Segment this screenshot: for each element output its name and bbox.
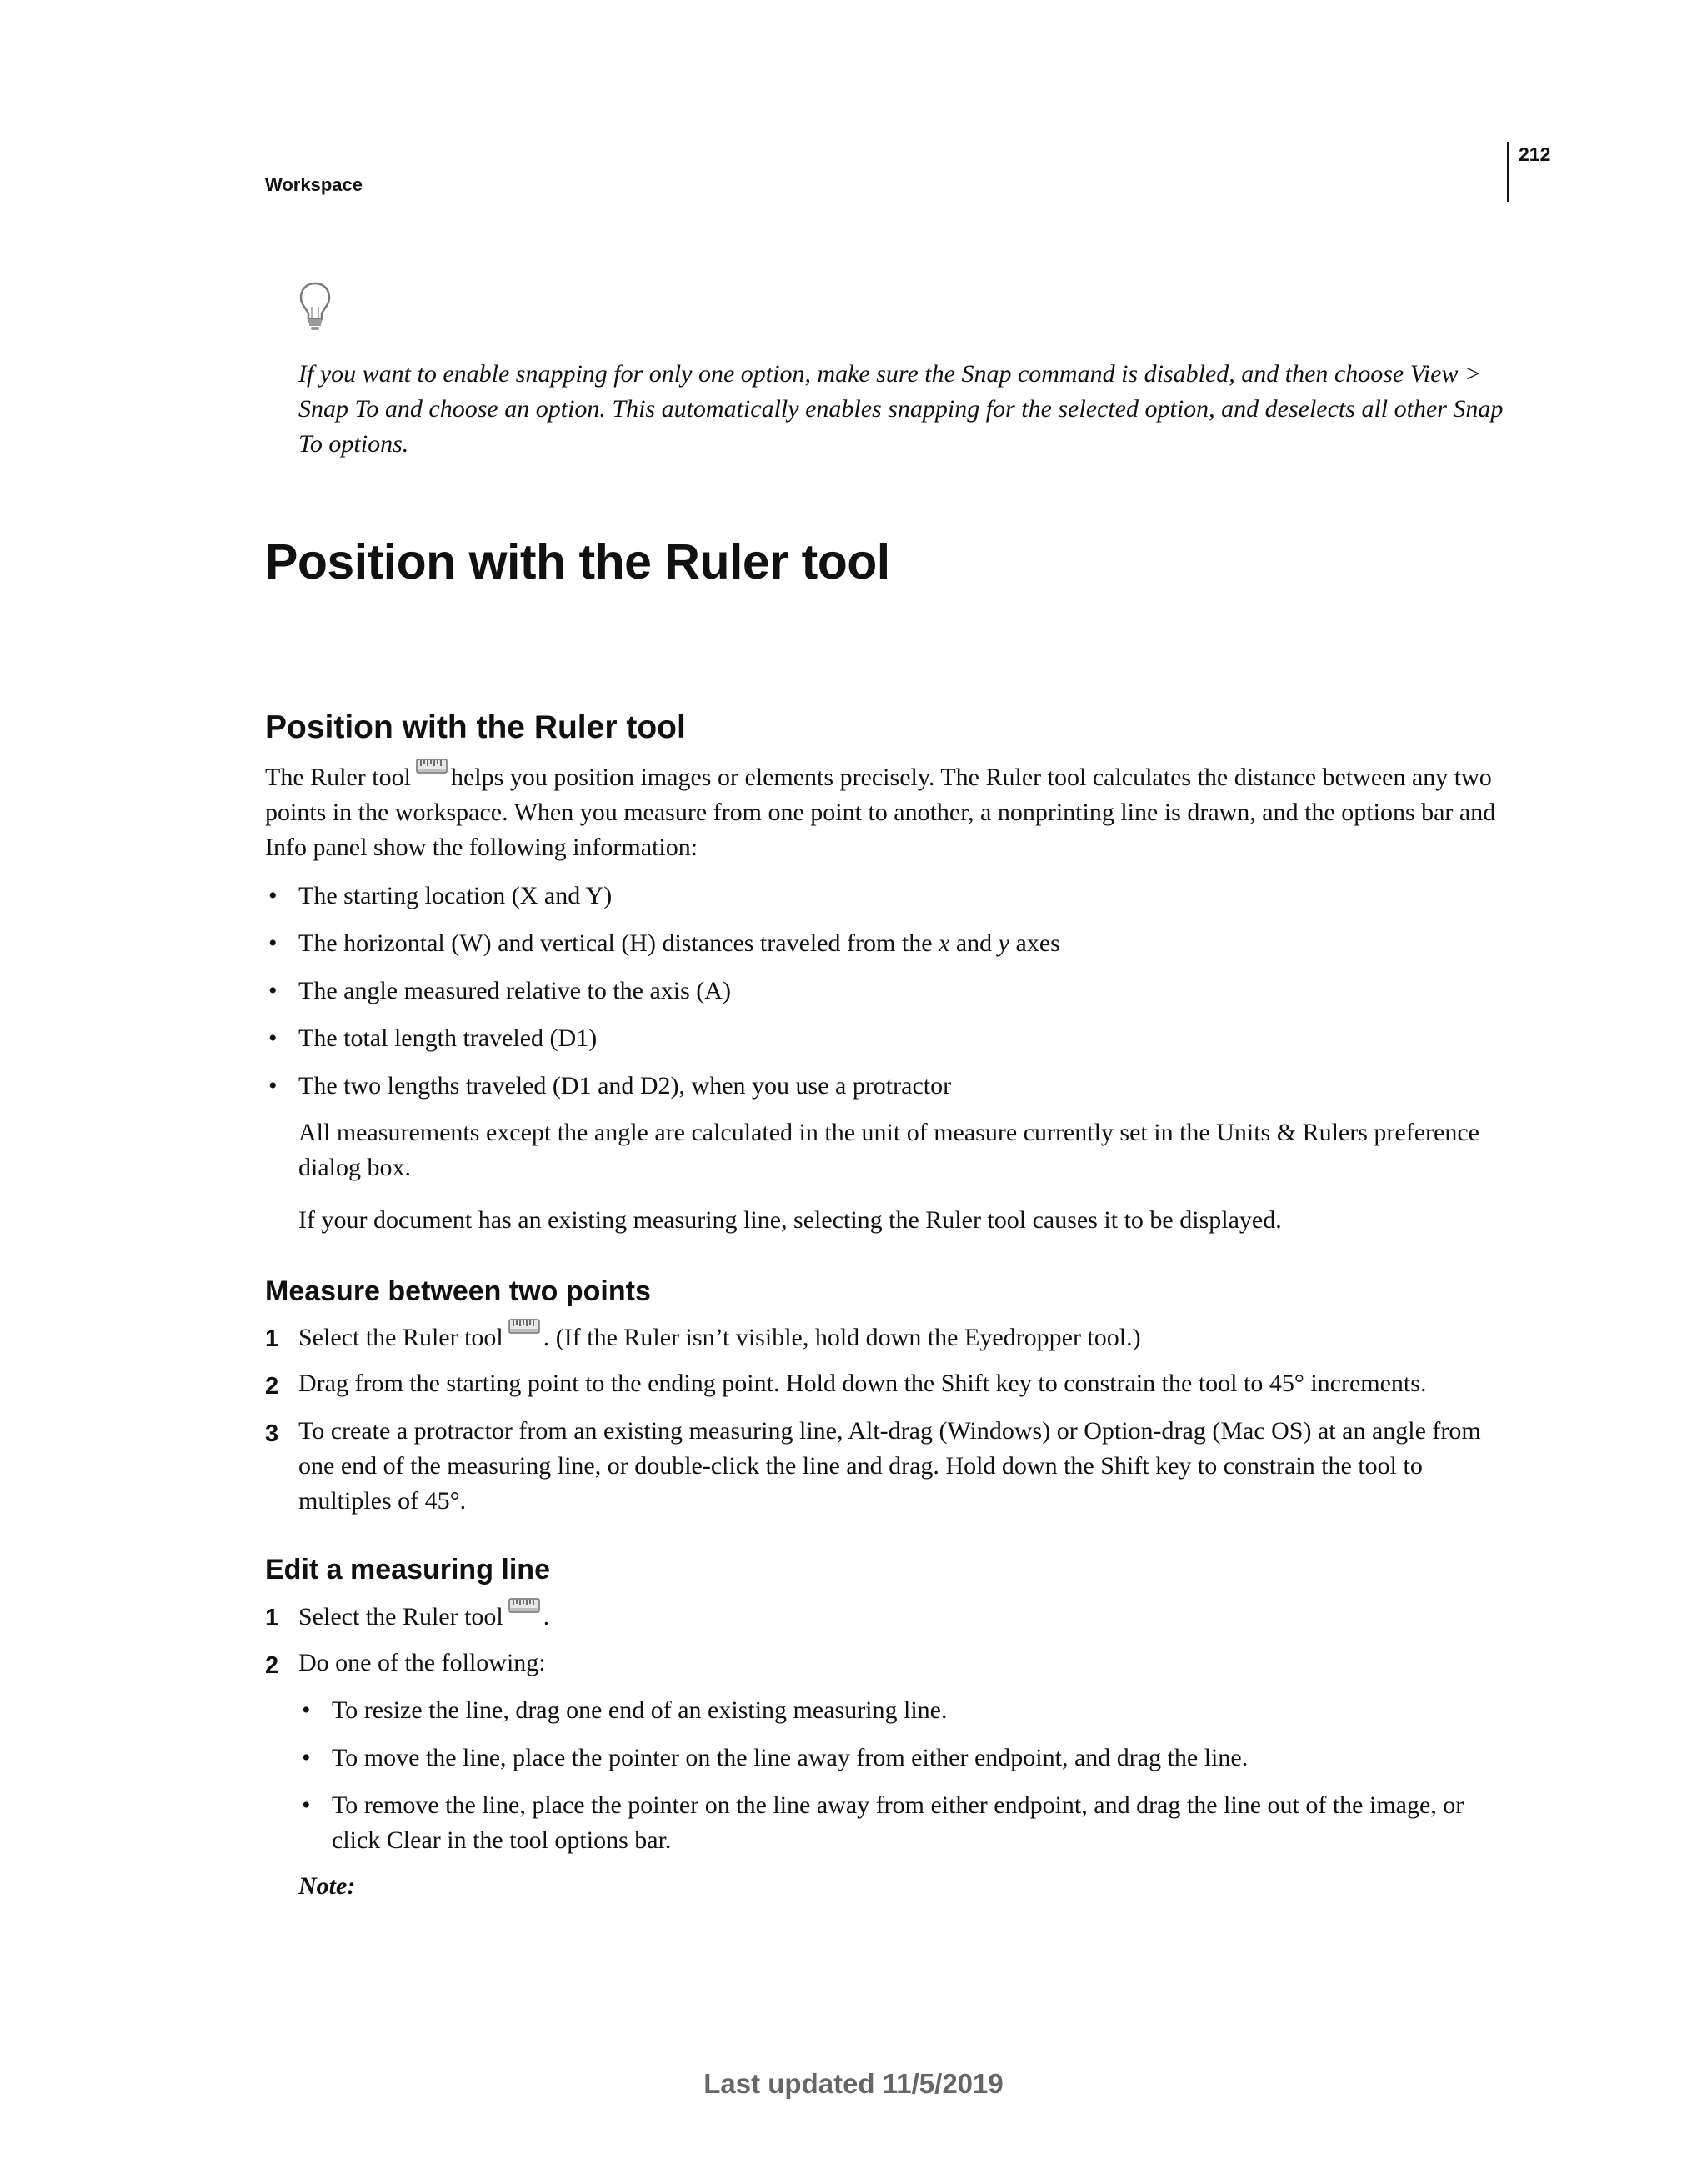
header-rule xyxy=(1507,142,1509,202)
tip-text: If you want to enable snapping for only one option, make sure the Snap command is disabled, and then choose View > Snap To and choose an option. This automatically enables snapping for the selected option, and deselects all other Snap To options. xyxy=(298,360,1504,458)
step-number: 2 xyxy=(265,1373,279,1400)
page-number: 212 xyxy=(1519,143,1551,165)
bullet-item: The two lengths traveled (D1 and D2), when you use a protractor xyxy=(298,1072,952,1100)
lightbulb-icon xyxy=(298,281,333,333)
section-heading: Position with the Ruler tool xyxy=(265,709,686,745)
bullet-marker: • xyxy=(268,882,278,909)
note-label: Note: xyxy=(298,1872,356,1900)
step-number: 1 xyxy=(265,1325,279,1352)
step-text xyxy=(298,1319,1507,1355)
axis-y: y xyxy=(998,929,1009,957)
footer-last-updated: Last updated 11/5/2019 xyxy=(703,2068,1004,2099)
bullet-marker: • xyxy=(302,1696,311,1724)
step-text: Drag from the starting point to the ending point. Hold down the Shift key to constrain the tool to 45° increments. xyxy=(298,1370,1427,1397)
intro-paragraph xyxy=(265,759,1511,865)
units-paragraph: All measurements except the angle are calculated in the unit of measure currently set in the Units & Rulers preference dialog box. xyxy=(298,1119,1479,1181)
sub-bullet-item: To remove the line, place the pointer on the line away from either endpoint, and drag the line out of the image, or click Clear in the tool options bar. xyxy=(332,1791,1464,1854)
page-title: Position with the Ruler tool xyxy=(265,534,890,589)
bullet-marker: • xyxy=(268,977,278,1004)
intro-text-end: helps you position images or elements precisely. The Ruler tool calculates the distance between any two points in the workspace. When you measure from one point to another, a nonprinting line is drawn, and the options bar and Info panel show the following information: xyxy=(265,764,1496,861)
edit-heading: Edit a measuring line xyxy=(265,1554,550,1585)
step-number: 3 xyxy=(265,1420,279,1447)
bullet-item: The angle measured relative to the axis (A) xyxy=(298,977,731,1004)
step-number: 2 xyxy=(265,1652,279,1679)
step-text xyxy=(298,1598,1507,1635)
bullet-item: The starting location (X and Y) xyxy=(298,882,613,909)
bullet-marker: • xyxy=(268,1072,278,1100)
sub-bullet-item: To resize the line, drag one end of an existing measuring line. xyxy=(332,1696,948,1724)
bullet-marker: • xyxy=(268,929,278,957)
existing-line-paragraph: If your document has an existing measuring line, selecting the Ruler tool causes it to be displayed. xyxy=(298,1206,1282,1234)
ruler-icon xyxy=(416,759,448,774)
intro-text-start: The Ruler tool xyxy=(265,764,411,791)
running-head: Workspace xyxy=(265,174,363,195)
bullet-item: The total length traveled (D1) xyxy=(298,1024,598,1052)
step-text-end: . (If the Ruler isn’t visible, hold down the Eyedropper tool.) xyxy=(543,1324,1141,1351)
ruler-icon xyxy=(508,1598,540,1613)
step-number: 1 xyxy=(265,1605,279,1631)
ruler-icon xyxy=(508,1319,540,1334)
step-text-end: . xyxy=(543,1603,550,1630)
bullet-axes-text: The horizontal (W) and vertical (H) distances traveled from the xyxy=(298,929,933,957)
bullet-axes-end: axes xyxy=(1015,929,1060,957)
bullet-item xyxy=(298,926,1060,961)
step-text: To create a protractor from an existing measuring line, Alt-drag (Windows) or Option-drag (Mac OS) at an angle from one end of the measuring line, or double-click the line and drag. Hold down the Shift key to constrain the tool to multiples of 45°. xyxy=(298,1417,1481,1515)
sub-bullet-item: To move the line, place the pointer on the line away from either endpoint, and drag the line. xyxy=(332,1744,1249,1771)
bullet-marker: • xyxy=(302,1791,311,1819)
axis-x: x xyxy=(939,929,950,957)
step-text-start: Select the Ruler tool xyxy=(298,1603,503,1630)
step-text: Do one of the following: xyxy=(298,1649,546,1676)
measure-heading: Measure between two points xyxy=(265,1275,651,1307)
bullet-marker: • xyxy=(268,1024,278,1052)
bullet-axes-and: and xyxy=(955,929,993,957)
bullet-marker: • xyxy=(302,1744,311,1771)
step-text-start: Select the Ruler tool xyxy=(298,1324,503,1351)
